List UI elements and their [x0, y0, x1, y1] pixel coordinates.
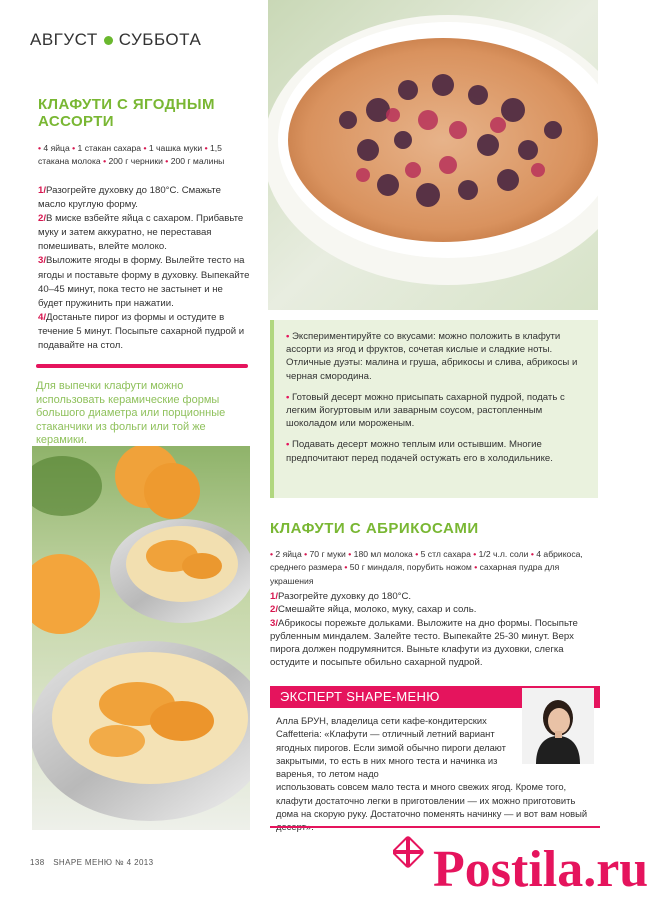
tip-item: • Экспериментируйте со вкусами: можно положить в клафути ассорти из ягод и фруктов, сочетая кислые и сладкие ноты. Отличные дуэты: малина и груша, абрикосы и слива, абрикосы и черная смородина.	[286, 331, 578, 382]
ingredient: 2 яйца	[275, 549, 302, 559]
ingredient: 4 абрикоса, среднего размера	[270, 549, 583, 573]
header-month: АВГУСТ	[30, 30, 98, 49]
header-dot-icon	[104, 36, 113, 45]
ingredient: 180 мл молока	[353, 549, 413, 559]
apricot-clafoutis-photo	[32, 446, 250, 830]
postila-watermark	[393, 820, 655, 900]
ingredient: 4 яйца	[43, 143, 70, 153]
magazine-issue: SHAPE МЕНЮ № 4 2013	[53, 858, 154, 867]
step: 3/Выложите ягоды в форму. Вылейте тесто на ягоды и поставьте форму в духовку. Выпекайте 40–45 минут, пока тесто не застынет и не будет пружинить при нажатии.	[38, 255, 250, 309]
ingredient: 70 г муки	[309, 549, 346, 559]
recipe1-steps	[38, 184, 250, 353]
page-footer	[30, 858, 154, 867]
svg-text:Postila.ru: Postila.ru	[433, 841, 649, 898]
ingredient: 200 г малины	[170, 156, 225, 166]
ingredient: 5 стл сахара	[420, 549, 471, 559]
tip-item: • Подавать десерт можно теплым или остывшим. Многие предпочитают перед подачей остужать его в холодильнике.	[286, 439, 553, 464]
ingredient: 200 г черники	[108, 156, 163, 166]
divider-bar	[36, 364, 248, 368]
step: 2/Смешайте яйца, молоко, муку, сахар и соль.	[270, 604, 477, 616]
expert-heading: ЭКСПЕРТ SHAPE-МЕНЮ	[270, 686, 600, 708]
page-number: 138	[30, 858, 45, 867]
expert-quote: Алла БРУН, владелица сети кафе-кондитерских Caffetteria: «Клафути — отличный летний вариант ягодных пирогов. Если зимой обычно пироги делают закрытыми, то есть в них много теста и начинка из варенья, то летом надо использовать совсем мало теста и много свежих ягод. Кроме того, клафути достаточно легки в приготовлении — их можно приготовить дома на скорую руку. Достаточно поменять начинку — и вот вам новый	[276, 715, 588, 820]
header-day: СУББОТА	[118, 30, 202, 49]
ingredient: сахарная пудра для украшения	[270, 562, 560, 586]
step: 4/Достаньте пирог из формы и остудите в течение 5 минут. Посыпьте сахарной пудрой и подавайте на стол.	[38, 311, 245, 352]
expert-intro: Алла БРУН, владелица сети кафе-кондитерских Caffetteria:	[276, 715, 487, 740]
tips-box	[270, 320, 598, 498]
ingredient: 1 чашка муки	[148, 143, 203, 153]
recipe1-title: КЛАФУТИ С ЯГОДНЫМ АССОРТИ	[38, 96, 215, 130]
ingredient: 1 стакан сахара	[77, 143, 142, 153]
ingredient: 1,5 стакана молока	[38, 143, 222, 166]
section-header	[30, 30, 201, 50]
berry-clafoutis-photo	[268, 0, 598, 310]
step: 1/Разогрейте духовку до 180°С.	[270, 591, 412, 602]
step: 1/Разогрейте духовку до 180°С. Смажьте масло круглую форму.	[38, 185, 221, 211]
tip-item: • Готовый десерт можно присыпать сахарной пудрой, подать с легким йогуртовым или заварным соусом, растопленным шоколадом или мороженым.	[286, 391, 565, 430]
recipe2-steps	[270, 590, 600, 670]
ingredient: 1/2 ч.л. соли	[478, 549, 529, 559]
step: 2/В миске взбейте яйца с сахаром. Прибавьте муку и затем аккуратно, не переставая помешивать, влейте молоко.	[38, 213, 244, 253]
recipe1-ingredients: • 4 яйца • 1 стакан сахара • 1 чашка муки • 1,5 стакана молока • 200 г черники • 200 г малины	[38, 143, 225, 166]
step: 3/Абрикосы порежьте дольками. Выложите на дно формы. Посыпьте рубленным миндалем. Залейте тесто. Выпекайте 25-30 минут. Верх пирога должен подрумянится. Выньте клафути из духовки, слегка остудите и посыпьте обильно сахарной пудрой.	[270, 617, 578, 669]
recipe2-title: КЛАФУТИ С АБРИКОСАМИ	[270, 520, 479, 537]
recipe2-ingredients: • 2 яйца • 70 г муки • 180 мл молока • 5 стл сахара • 1/2 ч.л. соли • 4 абрикоса, среднего размера • 50 г миндаля, порубить ножом • сахарная пудра для украшения	[270, 549, 583, 586]
ingredient: 50 г миндаля, порубить ножом	[349, 562, 472, 573]
recipe1-tip: Для выпечки клафути можно использовать керамические формы большого диаметра или порционные стаканчики из фольги или той же керамики.	[36, 380, 226, 447]
